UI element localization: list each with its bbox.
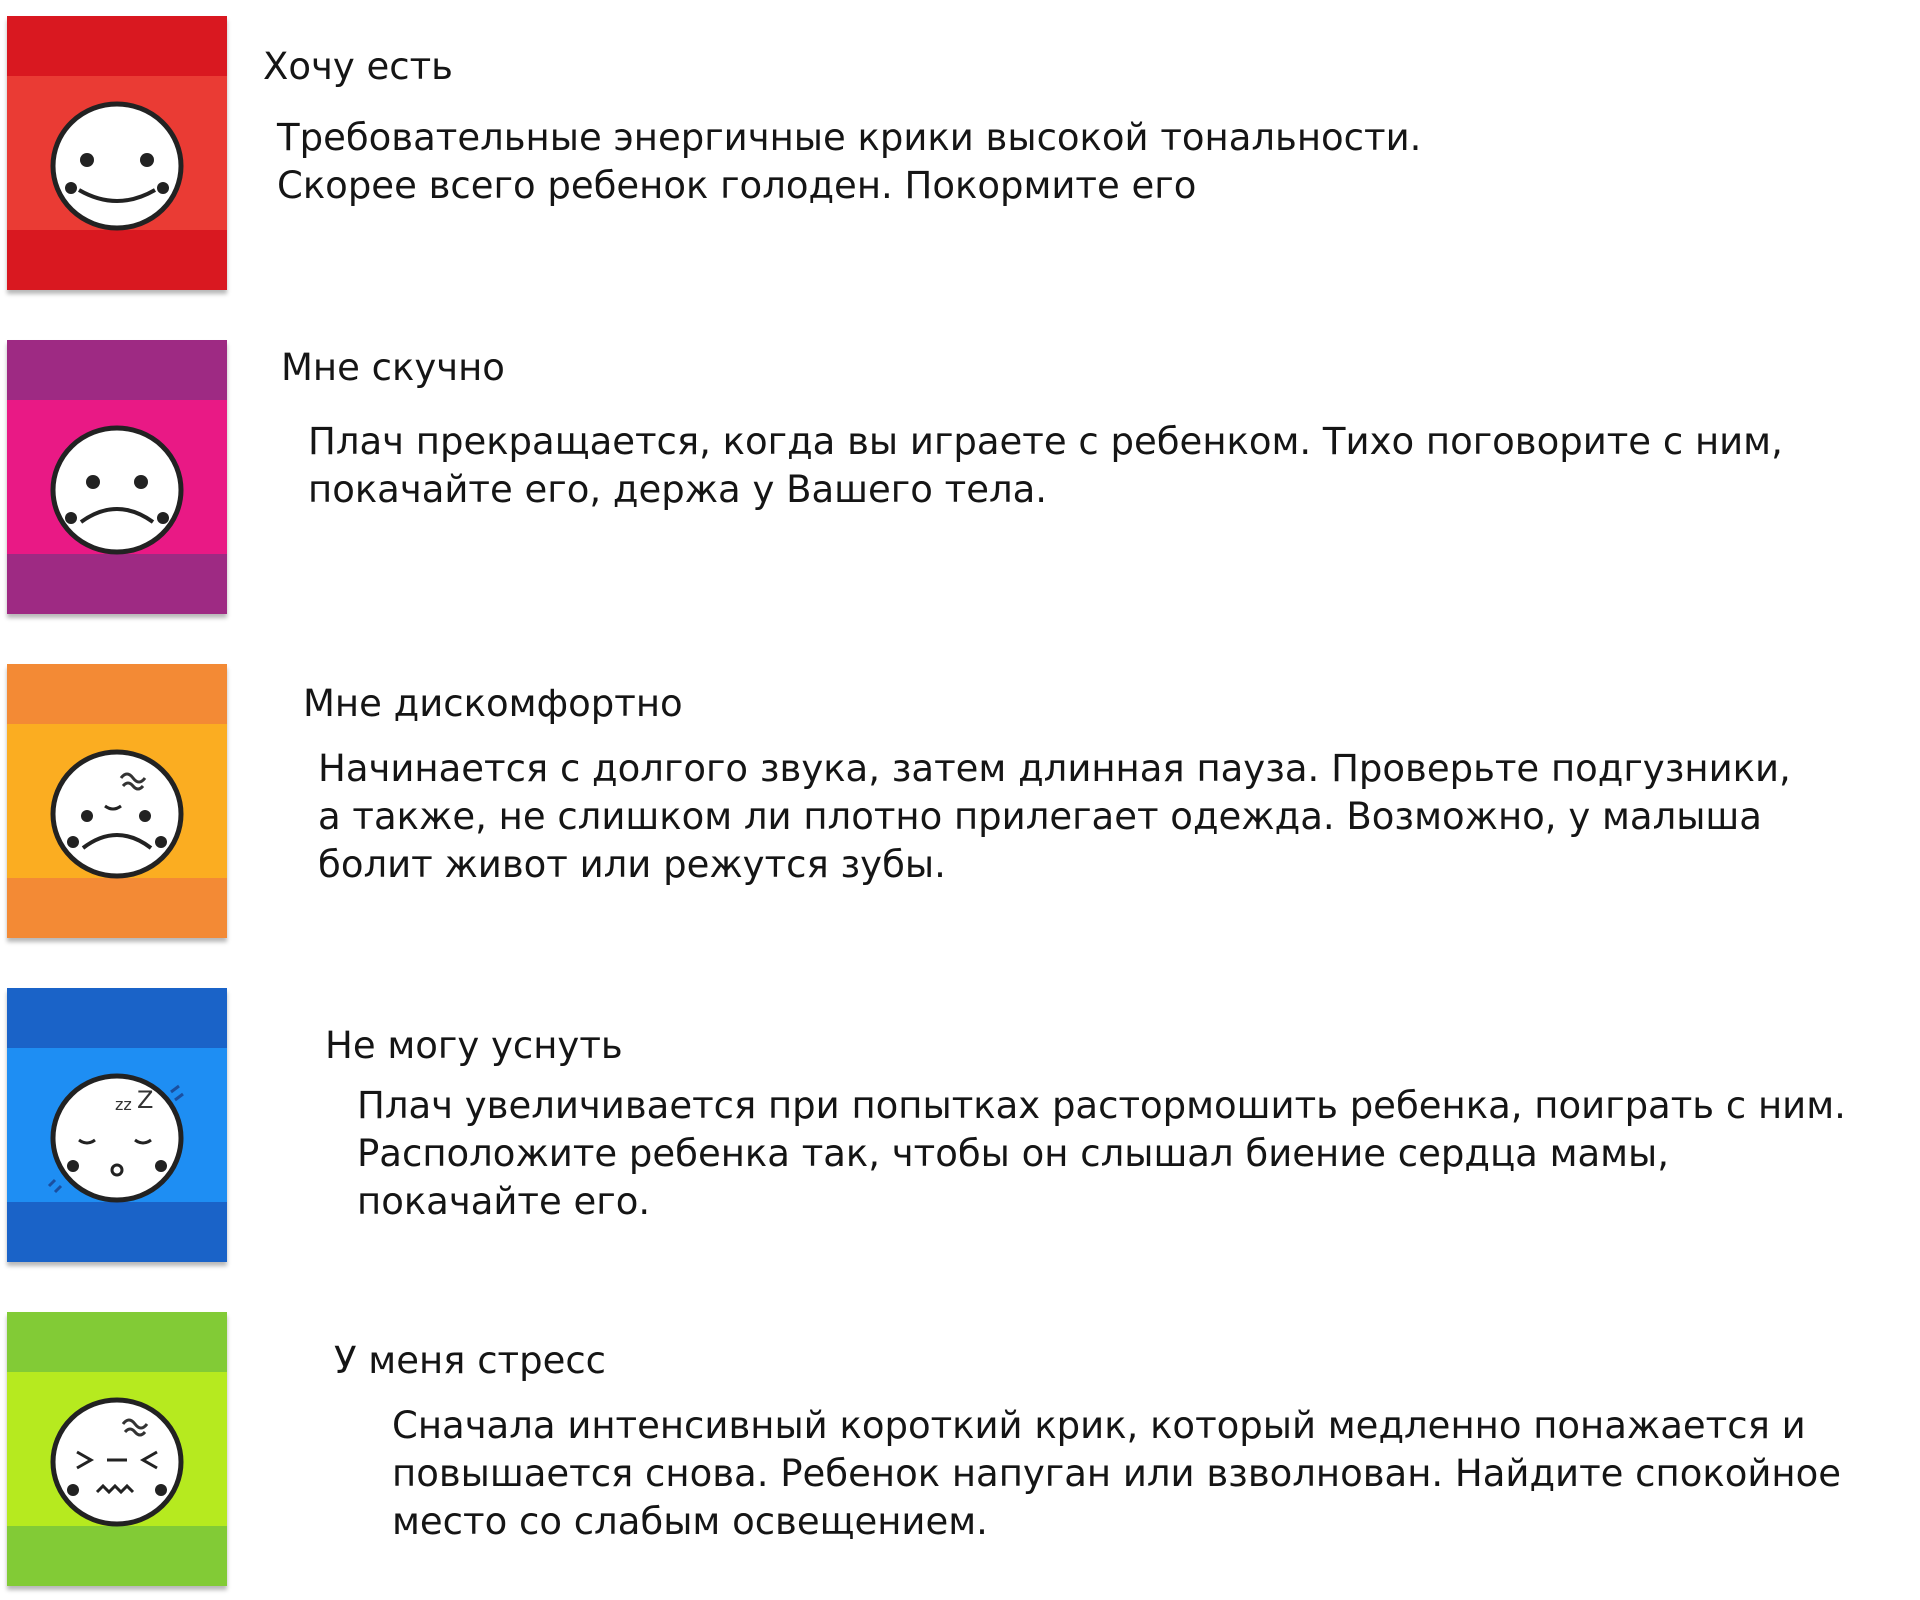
sad-face-icon	[45, 414, 189, 558]
uncomfortable-face-icon	[45, 738, 189, 882]
description-line: место со слабым освещением.	[392, 1500, 988, 1543]
description-line: покачайте его, держа у Вашего тела.	[308, 468, 1048, 511]
tile-bottom-band	[7, 230, 227, 290]
description-line: Требовательные энергичные крики высокой тональности.	[277, 116, 1422, 159]
cry-title: У меня стресс	[334, 1339, 607, 1382]
description-line: Сначала интенсивный короткий крик, который медленно понажается и	[392, 1404, 1806, 1447]
tile-top-band	[7, 16, 227, 76]
cry-description	[277, 114, 1421, 210]
tile-bottom-band	[7, 878, 227, 938]
description-line: болит живот или режутся зубы.	[318, 843, 946, 886]
tile-bottom-band	[7, 554, 227, 614]
cry-description	[308, 418, 1783, 514]
description-line: покачайте его.	[357, 1180, 651, 1223]
tile-top-band	[7, 988, 227, 1048]
color-tile	[7, 1312, 227, 1586]
sleepy-face-icon	[45, 1062, 189, 1206]
description-line: Плач увеличивается при попытках растормошить ребенка, поиграть с ним.	[357, 1084, 1846, 1127]
cry-description	[357, 1082, 1846, 1226]
description-line: а также, не слишком ли плотно прилегает одежда. Возможно, у малыша	[318, 795, 1762, 838]
description-line: Плач прекращается, когда вы играете с ребенком. Тихо поговорите с ним,	[308, 420, 1783, 463]
svg-text:zz: zz	[115, 1095, 132, 1114]
cry-description	[318, 745, 1791, 889]
tile-top-band	[7, 340, 227, 400]
color-tile	[7, 664, 227, 938]
cry-title: Хочу есть	[263, 45, 453, 88]
tile-bottom-band	[7, 1202, 227, 1262]
happy-face-icon	[45, 90, 189, 234]
description-line: Скорее всего ребенок голоден. Покормите его	[277, 164, 1197, 207]
cry-description	[392, 1402, 1841, 1546]
cry-title: Не могу уснуть	[325, 1024, 623, 1067]
description-line: Начинается с долгого звука, затем длинная пауза. Проверьте подгузники,	[318, 747, 1791, 790]
description-line: повышается снова. Ребенок напуган или взволнован. Найдите спокойное	[392, 1452, 1841, 1495]
color-tile	[7, 340, 227, 614]
description-line: Расположите ребенка так, чтобы он слышал биение сердца мамы,	[357, 1132, 1670, 1175]
tile-bottom-band	[7, 1526, 227, 1586]
color-tile	[7, 16, 227, 290]
svg-text:Z: Z	[137, 1086, 154, 1114]
cry-title: Мне дискомфортно	[303, 682, 683, 725]
cry-title: Мне скучно	[281, 346, 505, 389]
color-tile	[7, 988, 227, 1262]
tile-top-band	[7, 664, 227, 724]
tile-top-band	[7, 1312, 227, 1372]
stressed-face-icon	[45, 1386, 189, 1530]
